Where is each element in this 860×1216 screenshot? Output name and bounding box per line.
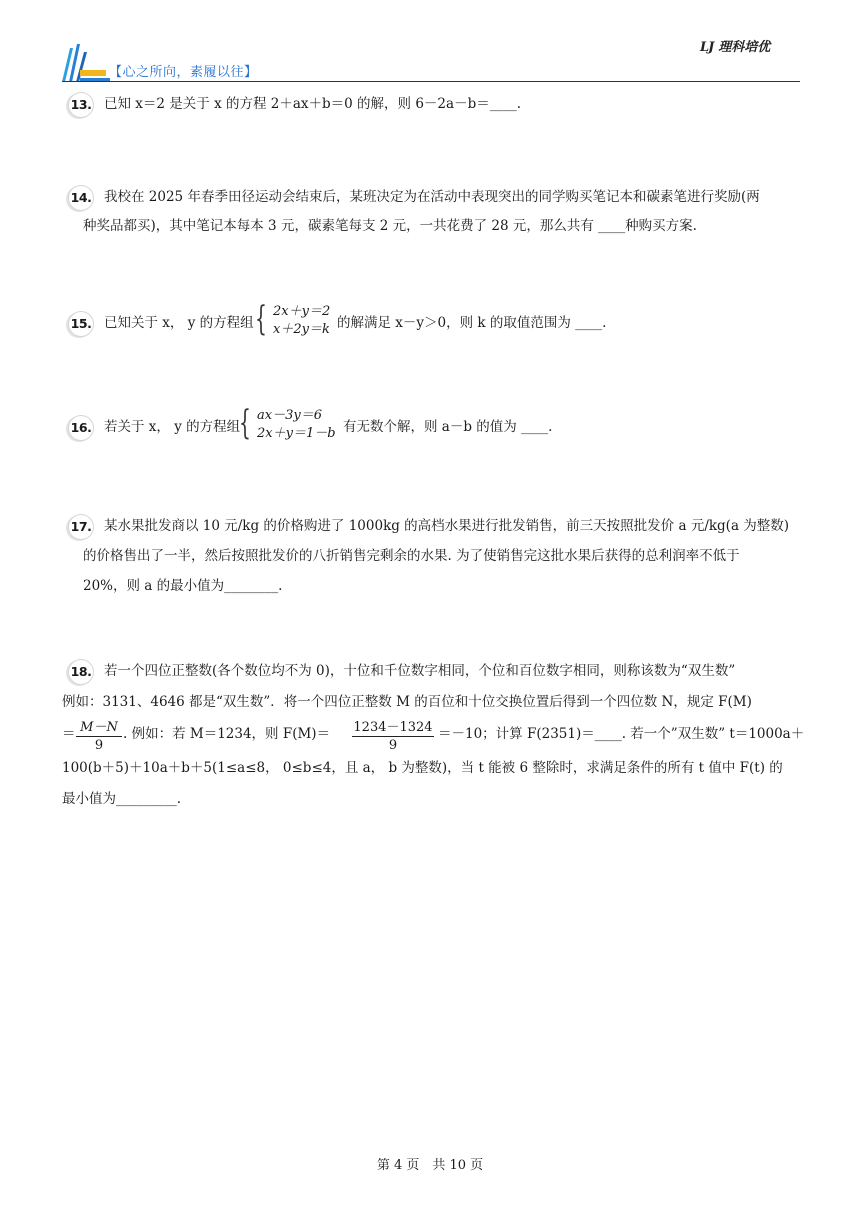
question-18-line-1: 若一个四位正整数(各个数位均不为 0)，十位和千位数字相同，个位和百位数字相同，则称该数为“双生数” [104, 663, 736, 679]
question-13-text: 已知 x＝2 是关于 x 的方程 2＋ax＋b＝0 的解，则 6－2a－b＝____. [104, 96, 521, 112]
equation-brace: { [255, 299, 267, 339]
question-17-line-3: 20%，则 a 的最小值为________. [83, 578, 283, 594]
fraction-2-numerator: 1234－1324 [353, 720, 433, 735]
question-16-equation-1: ax－3y＝6 [257, 408, 322, 423]
fraction-1-denominator: 9 [94, 738, 104, 753]
fraction-bar [76, 736, 122, 737]
question-number-14: 14. [68, 185, 94, 211]
brand-label [700, 36, 770, 55]
question-17-line-2: 的价格售出了一半，然后按照批发价的八折销售完剩余的水果. 为了使销售完这批水果后获得的总利润率不低于 [83, 548, 740, 564]
question-18-line-3-end: ＝－10；计算 F(2351)＝____. 若一个”双生数” t＝1000a＋ [438, 726, 805, 742]
question-18-line-2: 例如：3131、4646 都是“双生数”．将一个四位正整数 M 的百位和十位交换位置后得到一个四位数 N，规定 F(M) [62, 694, 752, 710]
page-number: 第 4 页 共 10 页 [376, 1158, 484, 1173]
fraction-1-numerator: M－N [80, 720, 118, 735]
question-15-prefix: 已知关于 x， y 的方程组 [104, 315, 254, 331]
header-divider [62, 81, 800, 82]
question-18-line-4: 100(b＋5)＋10a＋b＋5(1≤a≤8， 0≤b≤4，且 a， b 为整数)，当 t 能被 6 整除时，求满足条件的所有 t 值中 F(t) 的 [62, 760, 783, 776]
fraction-2-denominator: 9 [388, 738, 398, 753]
question-15-equation-1: 2x＋y＝2 [273, 304, 331, 319]
question-number-16: 16. [68, 415, 94, 441]
question-18-fraction-2 [352, 716, 434, 753]
question-number-13: 13. [68, 92, 94, 118]
question-18-line-3-middle: . 例如：若 M＝1234，则 F(M)＝ [123, 726, 331, 742]
header-slogan: 【心之所向，素履以往】 [109, 65, 258, 80]
question-16-equation-2: 2x＋y＝1－b [257, 426, 336, 441]
question-14-line-2: 种奖品都买)，其中笔记本每本 3 元，碳素笔每支 2 元，一共花费了 28 元，那么共有 ____种购买方案. [83, 218, 697, 234]
question-15-equation-2: x＋2y＝k [273, 322, 330, 337]
brand-mark: LJ [700, 40, 714, 55]
question-number-15: 15. [68, 311, 94, 337]
equation-brace: { [239, 403, 251, 443]
question-15-suffix: 的解满足 x－y＞0，则 k 的取值范围为 ____. [337, 315, 607, 331]
question-14-line-1: 我校在 2025 年春季田径运动会结束后，某班决定为在活动中表现突出的同学购买笔记本和碳素笔进行奖励(两 [104, 189, 760, 205]
question-18-line-5: 最小值为_________. [62, 791, 182, 807]
question-17-line-1: 某水果批发商以 10 元/kg 的价格购进了 1000kg 的高档水果进行批发销售，前三天按照批发价 a 元/kg(a 为整数) [104, 518, 790, 534]
question-18-equals: ＝ [62, 726, 76, 742]
question-18-fraction-1 [76, 716, 122, 753]
brand-text: 理科培优 [718, 40, 771, 55]
question-16-suffix: 有无数个解，则 a－b 的值为 ____. [343, 419, 553, 435]
question-number-17: 17. [68, 514, 94, 540]
question-16-prefix: 若关于 x， y 的方程组 [104, 419, 241, 435]
question-number-18: 18. [68, 659, 94, 685]
fraction-bar [352, 736, 434, 737]
logo-icon [60, 40, 112, 84]
